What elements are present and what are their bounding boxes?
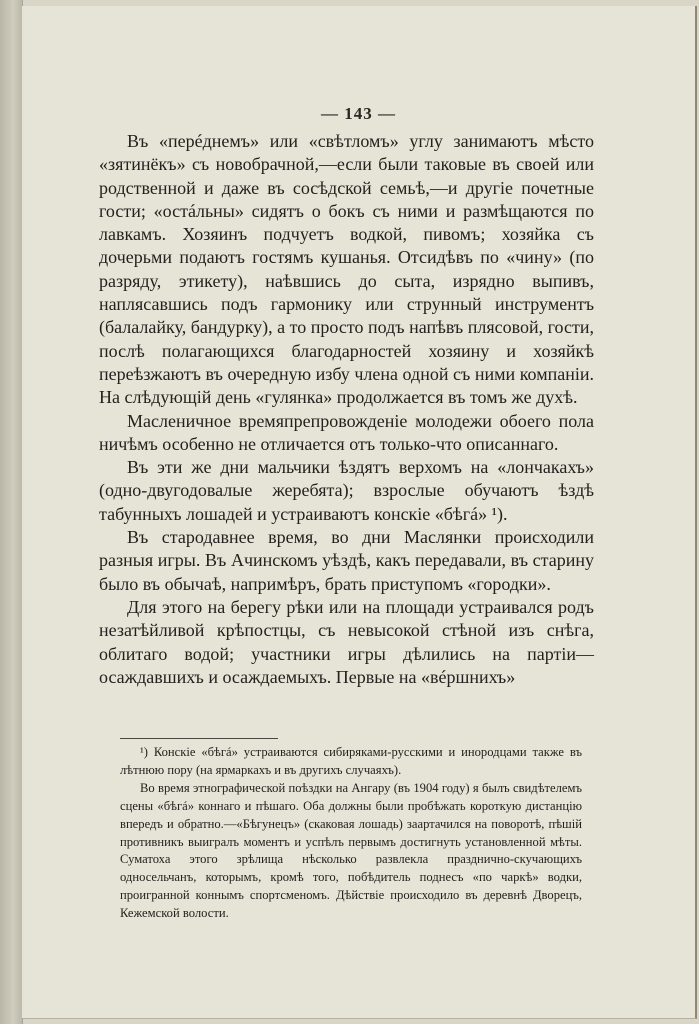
footnotes (120, 744, 582, 923)
paragraph: Для этого на берегу рѣки или на площади устраивался родъ незатѣйливой крѣпостцы, съ невысокой стѣной изъ снѣга, облитаго водой; участники игры дѣлились на партіи—осаждавшихъ и осаждаемыхъ. Первые на «вéршнихъ» (99, 596, 594, 687)
paragraph: Въ эти же дни мальчики ѣздятъ верхомъ на «лончакахъ» (одно-двугодовалые жеребята); взрослые обучаютъ ѣздѣ табунныхъ лошадей и устраиваютъ конскіе «бѣгá» ¹). (99, 457, 594, 524)
footnote-divider (120, 738, 278, 739)
page-number: — 143 — (321, 104, 396, 123)
book-page (22, 6, 697, 1019)
paragraph: Въ стародавнее время, во дни Маслянки происходили разныя игры. Въ Ачинскомъ уѣздѣ, какъ передавали, въ старину было въ обычаѣ, напримѣръ, брать приступомъ «городки». (99, 527, 594, 594)
book-binding-edge (0, 0, 23, 1024)
paragraph: Въ «перéднемъ» или «свѣтломъ» углу занимаютъ мѣсто «зятинёкъ» съ новобрачной,—если были таковые въ своей или родственной и даже въ сосѣдской семьѣ,—и другіе почетные гости; «остáльны» сидятъ о бокъ съ ними и размѣщаются по лавкамъ. Хозяинъ подчуетъ водкой, пивомъ; хозяйка съ дочерьми подаютъ гостямъ кушанья. Отсидѣвъ по «чину» (по разряду, этикету), наѣвшись до сыта, изрядно выпивъ, наплясавшись подъ гармонику или струнный инструментъ (балалайку, бандурку), а то просто подъ напѣвъ плясовой, гости, послѣ полагающихся благодарностей хозяину и хозяйкѣ переѣзжаютъ въ очередную избу члена одной съ ними компаніи. На слѣдующій день «гулянка» продолжается въ томъ же духѣ. (99, 131, 594, 408)
footnote: Во время этнографической поѣздки на Ангару (въ 1904 году) я былъ свидѣтелемъ сцены «бѣгá» коннаго и пѣшаго. Оба должны были пробѣжать короткую дистанцію впередъ и обратно.—«Бѣгунецъ» (скаковая лошадь) заартачился на поворотѣ, пѣшій противникъ выигралъ моментъ и успѣлъ первымъ достигнуть установленной мѣты. Суматоха этого зрѣлища нѣсколько развлекла празднично-скучающихъ односельчанъ, которымъ, кромѣ того, побѣдитель поднесъ «по чаркѣ» водки, проигранной коннымъ спортсменомъ. Дѣйствіе происходило въ деревнѣ Дворецъ, Кежемской волости. (120, 780, 582, 921)
footnote: ¹) Конскіе «бѣгá» устраиваются сибиряками-русскими и инородцами также въ лѣтнюю пору (на ярмаркахъ и въ другихъ случаяхъ). (120, 745, 582, 777)
paragraph: Масленичное времяпрепровожденіе молодежи обоего пола ничѣмъ особенно не отличается отъ только-что описаннаго. (99, 410, 594, 454)
main-text (99, 130, 594, 689)
